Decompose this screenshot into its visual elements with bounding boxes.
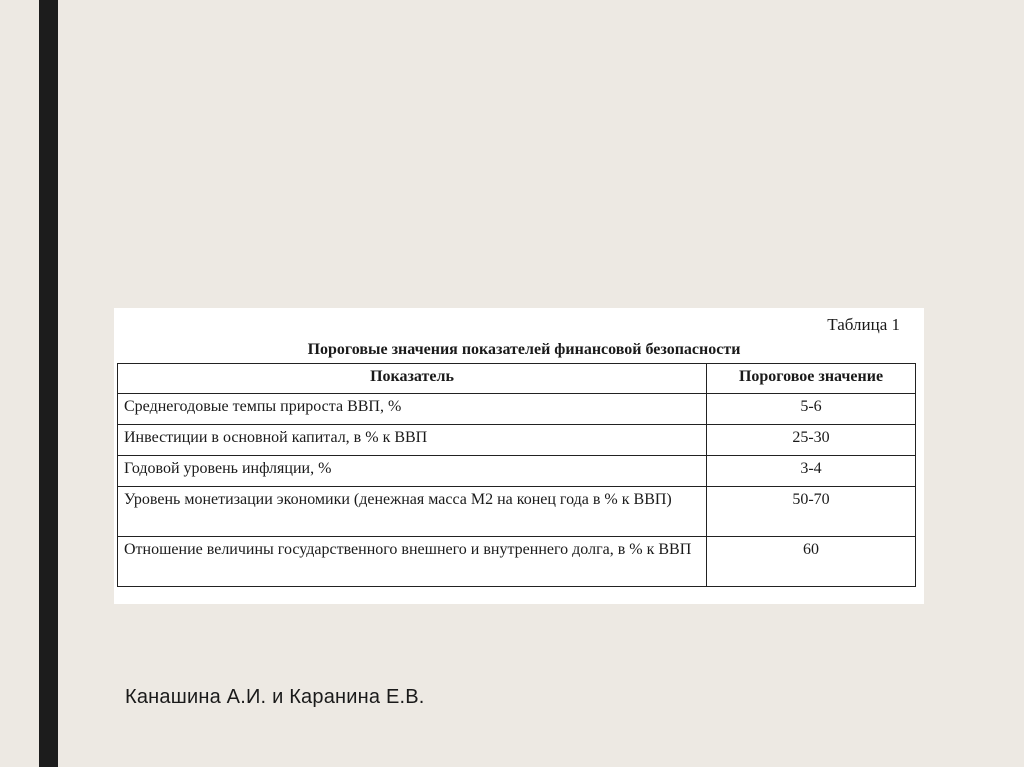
table-title: Пороговые значения показателей финансовой безопасности bbox=[307, 341, 741, 358]
row-indicator: Годовой уровень инфляции, % bbox=[118, 456, 707, 487]
row-indicator: Инвестиции в основной капитал, в % к ВВП bbox=[118, 425, 707, 456]
row-indicator: Уровень монетизации экономики (денежная масса М2 на конец года в % к ВВП) bbox=[118, 487, 707, 537]
slide-accent-bar bbox=[39, 0, 58, 767]
header-indicator: Показатель bbox=[118, 364, 707, 394]
author-credit: Канашина А.И. и Каранина Е.В. bbox=[125, 686, 425, 708]
row-indicator: Среднегодовые темпы прироста ВВП, % bbox=[118, 394, 707, 425]
table-row bbox=[118, 425, 916, 456]
table-row bbox=[118, 487, 916, 537]
table-caption-number: Таблица 1 bbox=[827, 315, 900, 334]
table-row bbox=[118, 537, 916, 587]
header-threshold-value: Пороговое значение bbox=[707, 364, 916, 394]
row-value: 25-30 bbox=[707, 425, 916, 456]
row-value: 50-70 bbox=[707, 487, 916, 537]
table-figure bbox=[114, 308, 924, 604]
table-row bbox=[118, 456, 916, 487]
table-header-row bbox=[118, 364, 916, 394]
row-indicator: Отношение величины государственного внешнего и внутреннего долга, в % к ВВП bbox=[118, 537, 707, 587]
table-row bbox=[118, 394, 916, 425]
row-value: 5-6 bbox=[707, 394, 916, 425]
row-value: 60 bbox=[707, 537, 916, 587]
row-value: 3-4 bbox=[707, 456, 916, 487]
thresholds-table bbox=[117, 363, 916, 587]
